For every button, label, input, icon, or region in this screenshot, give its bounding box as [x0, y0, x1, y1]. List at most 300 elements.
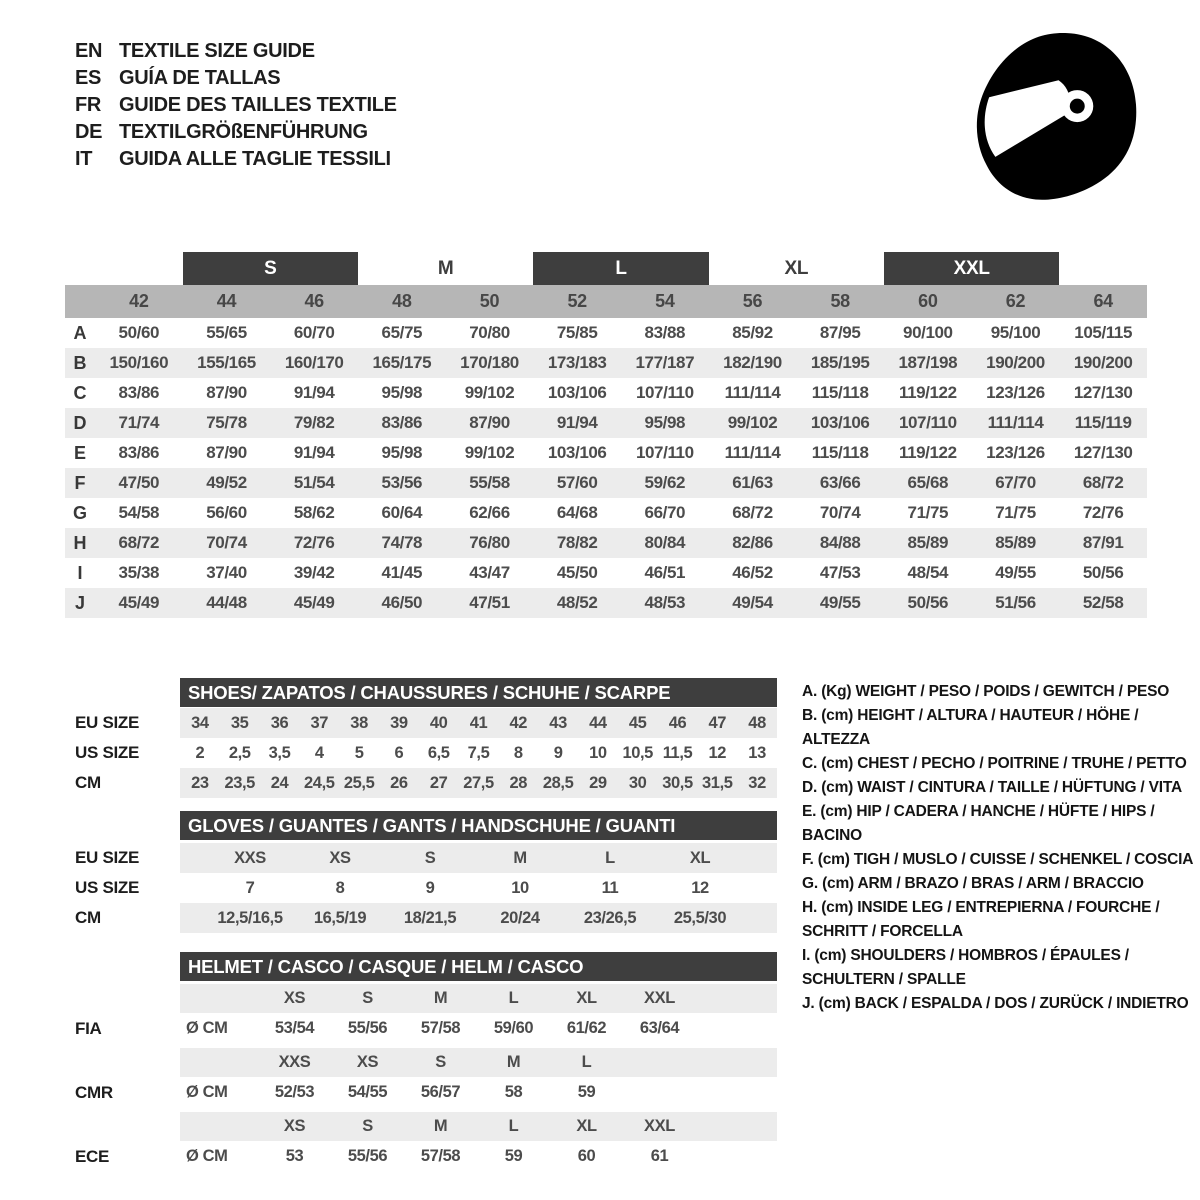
size-row-label: F: [74, 472, 86, 493]
value-cell: 39: [390, 713, 408, 732]
size-row-label: J: [74, 592, 85, 613]
size-row-label: I: [77, 562, 83, 583]
size-cell: 105/115: [1074, 323, 1133, 342]
value-cell: 27,5: [463, 773, 494, 792]
legend-item: F. (cm) TIGH / MUSLO / CUISSE / SCHENKEL / COSCIA: [802, 851, 1194, 868]
value-cell: 41: [469, 713, 488, 732]
size-cell: 71/74: [118, 413, 160, 432]
row-label: EU SIZE: [75, 713, 140, 732]
size-cell: 76/80: [469, 533, 510, 552]
size-cell: 52/58: [1082, 593, 1124, 612]
helmet-value-cell: 61: [650, 1147, 669, 1165]
helmet-size-cell: XL: [576, 1117, 597, 1135]
size-cell: 111/114: [724, 443, 781, 462]
size-cell: 103/106: [810, 413, 870, 432]
row-values: [180, 1013, 777, 1044]
row-values: [180, 873, 777, 903]
size-cell: 99/102: [464, 383, 515, 402]
size-cell: 99/102: [464, 443, 515, 462]
helmet-size-cell: XXL: [644, 989, 675, 1007]
legend-item: C. (cm) CHEST / PECHO / POITRINE / TRUHE / PETTO: [802, 755, 1187, 772]
size-cell: 64/68: [556, 503, 598, 522]
size-row-label: G: [72, 502, 87, 523]
size-cell: 62/66: [469, 503, 510, 522]
helmet-size-cell: XL: [576, 989, 597, 1007]
gloves-table: [65, 811, 780, 933]
size-band-l: L: [533, 252, 708, 285]
size-cell: 71/75: [995, 503, 1036, 522]
size-cell: 91/94: [293, 443, 335, 462]
row-values: [180, 1048, 777, 1077]
helmet-size-cell: M: [433, 1117, 448, 1135]
size-cell: 45/49: [293, 593, 335, 612]
gloves-row: [75, 843, 777, 873]
size-cell: 75/78: [206, 413, 247, 432]
size-cell: 67/70: [995, 473, 1036, 492]
value-cell: 9: [553, 743, 563, 762]
value-cell: 11,5: [662, 743, 693, 762]
shoes-table: [65, 678, 780, 798]
value-cell: L: [605, 848, 615, 867]
value-cell: 28,5: [542, 773, 574, 792]
size-cell: 46/50: [381, 593, 423, 612]
gloves-rows: [65, 843, 780, 933]
size-cell: 87/91: [1082, 533, 1124, 552]
size-cell: 74/78: [381, 533, 423, 552]
size-row: [65, 558, 1147, 588]
value-cell: 23: [191, 773, 209, 792]
row-label: CM: [75, 773, 101, 792]
shoes-row: [75, 738, 777, 768]
language-row: [75, 92, 397, 119]
diameter-label: Ø CM: [186, 1083, 228, 1101]
size-cell: 46/52: [732, 563, 773, 582]
size-cell: 83/86: [118, 443, 160, 462]
size-cell: 68/72: [732, 503, 773, 522]
value-cell: 8: [335, 878, 345, 897]
row-label: US SIZE: [75, 878, 140, 897]
language-code: DE: [75, 121, 103, 143]
value-cell: 12: [691, 878, 709, 897]
size-cell: 57/60: [556, 473, 598, 492]
clothing-size-table: [65, 252, 1147, 618]
value-cell: 28: [509, 773, 528, 792]
value-cell: 43: [549, 713, 567, 732]
language-list: [75, 38, 397, 173]
row-values: [180, 903, 777, 933]
value-cell: 16,5/19: [313, 908, 367, 927]
size-row: [65, 378, 1147, 408]
size-cell: 95/98: [381, 443, 423, 462]
value-cell: 35: [230, 713, 249, 732]
shoes-row: [75, 708, 777, 738]
value-cell: 7,5: [467, 743, 490, 762]
size-row: [65, 438, 1147, 468]
language-row: [75, 146, 397, 173]
legend-item: G. (cm) ARM / BRAZO / BRAS / ARM / BRACCIO: [802, 875, 1144, 892]
size-cell: 127/130: [1073, 383, 1133, 402]
diameter-label: Ø CM: [186, 1019, 228, 1037]
helmet-size-cell: [623, 1048, 696, 1077]
row-values: [180, 1112, 777, 1141]
size-cell: 85/89: [907, 533, 949, 552]
size-cell: 87/90: [206, 383, 247, 402]
helmet-standard-label: ECE: [75, 1146, 110, 1166]
size-cell: 47/51: [469, 593, 510, 612]
helmet-size-cell: M: [433, 989, 448, 1007]
size-cell: 85/92: [732, 323, 773, 342]
size-band-xl: XL: [784, 257, 809, 279]
row-values: [180, 843, 777, 873]
size-cell: 35/38: [118, 563, 160, 582]
value-cell: 10,5: [622, 743, 653, 762]
value-cell: 23,5: [224, 773, 255, 792]
size-cell: 60/70: [293, 323, 335, 342]
size-cell: 84/88: [819, 533, 861, 552]
value-cell: 2,5: [228, 743, 251, 762]
size-cell: 99/102: [727, 413, 778, 432]
helmet-value-cell: 54/55: [347, 1083, 388, 1101]
value-cell: 5: [354, 743, 364, 762]
size-cell: 119/122: [898, 443, 957, 462]
value-cell: 12: [708, 743, 727, 762]
helmet-value-cell: 60: [577, 1147, 596, 1165]
value-cell: 27: [429, 773, 448, 792]
size-band-row: [65, 252, 1147, 285]
value-cell: M: [513, 848, 527, 867]
size-number-row: [65, 285, 1147, 318]
size-cell: 47/50: [118, 473, 160, 492]
value-cell: XS: [329, 848, 351, 867]
size-cell: 83/88: [644, 323, 686, 342]
language-title: TEXTILE SIZE GUIDE: [119, 40, 315, 62]
size-cell: 95/98: [644, 413, 686, 432]
value-cell: 10: [511, 878, 529, 897]
helmet-size-cell: S: [435, 1053, 446, 1071]
size-cell: 45/49: [118, 593, 160, 612]
size-row-label: A: [73, 322, 87, 343]
helmet-size-cell: XS: [283, 1117, 306, 1135]
helmet-value-cell: 56/57: [420, 1083, 461, 1101]
language-title: GUIDE DES TAILLES TEXTILE: [119, 94, 397, 116]
size-cell: 182/190: [723, 353, 782, 372]
row-values: [180, 768, 777, 798]
size-cell: 65/68: [907, 473, 949, 492]
value-cell: 44: [589, 713, 607, 732]
size-cell: 78/82: [556, 533, 598, 552]
size-row: [65, 468, 1147, 498]
size-cell: 43/47: [469, 563, 510, 582]
value-cell: 23/26,5: [583, 908, 637, 927]
size-cell: 60/64: [381, 503, 423, 522]
helmet-value-cell: 53/54: [274, 1019, 315, 1037]
size-cell: 68/72: [118, 533, 160, 552]
size-cell: 49/55: [819, 593, 861, 612]
size-cell: 91/94: [556, 413, 598, 432]
size-cell: 111/114: [724, 383, 781, 402]
size-cell: 61/63: [732, 473, 773, 492]
language-row: [75, 38, 397, 65]
size-cell: 155/165: [197, 353, 256, 372]
racing-helmet-icon: [966, 26, 1144, 204]
helmet-value-row: [75, 1141, 777, 1172]
size-cell: 123/126: [986, 383, 1045, 402]
size-row: [65, 348, 1147, 378]
helmet-size-row: [180, 1112, 777, 1141]
language-code: ES: [75, 67, 102, 89]
size-table-body: [65, 318, 1147, 618]
size-cell: 48/52: [556, 593, 598, 612]
row-values: [180, 1141, 777, 1172]
size-cell: 50/56: [1082, 563, 1124, 582]
size-cell: 41/45: [381, 563, 423, 582]
row-values: [180, 738, 777, 768]
value-cell: 9: [425, 878, 435, 897]
value-cell: 25,5: [343, 773, 375, 792]
helmet-standard-label: CMR: [75, 1082, 113, 1102]
helmet-size-cell: L: [508, 989, 519, 1007]
helmet-size-cell: XS: [356, 1053, 379, 1071]
row-label: US SIZE: [75, 743, 140, 762]
size-cell: 50/60: [118, 323, 160, 342]
size-row-label: B: [73, 352, 87, 373]
language-code: IT: [75, 148, 93, 170]
size-column-header: 54: [655, 291, 675, 311]
size-cell: 79/82: [293, 413, 335, 432]
value-cell: 24,5: [304, 773, 335, 792]
language-code: EN: [75, 40, 103, 62]
size-cell: 44/48: [206, 593, 247, 612]
value-cell: S: [424, 848, 436, 867]
size-row-label: D: [73, 412, 87, 433]
size-cell: 70/74: [206, 533, 247, 552]
size-cell: 85/89: [995, 533, 1036, 552]
size-band-s: S: [183, 252, 358, 285]
size-cell: 72/76: [1082, 503, 1124, 522]
gloves-row: [75, 873, 777, 903]
size-cell: 55/58: [469, 473, 510, 492]
value-cell: 20/24: [500, 908, 540, 927]
size-column-header: 62: [1005, 291, 1026, 311]
helmet-value-row: [75, 1077, 777, 1108]
size-corner-cell: [65, 285, 95, 318]
size-column-header: 52: [567, 291, 587, 311]
size-row: [65, 408, 1147, 438]
diameter-spacer: [180, 1112, 258, 1141]
helmet-value-cell: 61/62: [566, 1019, 607, 1037]
value-cell: 2: [195, 743, 205, 762]
size-cell: 51/54: [293, 473, 335, 492]
gloves-row: [75, 903, 777, 933]
size-cell: 103/106: [547, 443, 607, 462]
size-cell: 190/200: [1073, 353, 1133, 372]
legend-item: H. (cm) INSIDE LEG / ENTREPIERNA / FOURCHE / SCHRITT / FORCELLA: [802, 899, 1160, 940]
size-column-header: 44: [216, 291, 237, 311]
size-row: [65, 528, 1147, 558]
size-cell: 63/66: [819, 473, 861, 492]
shoes-table-title: SHOES/ ZAPATOS / CHAUSSURES / SCHUHE / SCARPE: [180, 678, 777, 707]
helmet-value-cell: 52/53: [274, 1083, 315, 1101]
size-cell: 59/62: [644, 473, 686, 492]
legend-item: B. (cm) HEIGHT / ALTURA / HAUTEUR / HÖHE / ALTEZZA: [802, 707, 1139, 748]
size-cell: 70/74: [819, 503, 861, 522]
legend-item: D. (cm) WAIST / CINTURA / TAILLE / HÜFTUNG / VITA: [802, 779, 1182, 796]
size-cell: 75/85: [556, 323, 598, 342]
size-column-header: 50: [479, 291, 500, 311]
size-cell: 80/84: [644, 533, 686, 552]
gloves-table-title: GLOVES / GUANTES / GANTS / HANDSCHUHE / GUANTI: [180, 811, 777, 840]
language-row: [75, 119, 397, 146]
helmet-size-cell: S: [362, 989, 373, 1007]
size-cell: 49/52: [206, 473, 247, 492]
size-cell: 82/86: [732, 533, 773, 552]
legend-item: E. (cm) HIP / CADERA / HANCHE / HÜFTE / HIPS / BACINO: [802, 803, 1155, 844]
value-cell: 6: [394, 743, 404, 762]
size-cell: 71/75: [907, 503, 949, 522]
row-values: [180, 984, 777, 1013]
value-cell: 34: [191, 713, 209, 732]
value-cell: 18/21,5: [403, 908, 457, 927]
size-column-header: 60: [918, 291, 938, 311]
value-cell: 40: [429, 713, 448, 732]
value-cell: 47: [708, 713, 727, 732]
value-cell: 13: [748, 743, 766, 762]
size-cell: 170/180: [460, 353, 519, 372]
size-cell: 95/98: [381, 383, 423, 402]
size-row: [65, 498, 1147, 528]
size-cell: 90/100: [903, 323, 953, 342]
value-cell: 4: [314, 743, 324, 762]
size-cell: 49/54: [732, 593, 773, 612]
row-label: EU SIZE: [75, 848, 140, 867]
size-cell: 115/118: [811, 383, 869, 402]
language-title: TEXTILGRÖßENFÜHRUNG: [119, 121, 368, 143]
size-cell: 46/51: [644, 563, 686, 582]
size-cell: 160/170: [284, 353, 344, 372]
helmet-size-cell: S: [362, 1117, 373, 1135]
diameter-spacer: [180, 1048, 258, 1077]
value-cell: XXS: [234, 848, 266, 867]
size-column-header: 58: [830, 291, 850, 311]
size-cell: 115/118: [811, 443, 869, 462]
helmet-size-cell: L: [581, 1053, 592, 1071]
size-cell: 37/40: [206, 563, 247, 582]
helmet-value-cell: 63/64: [639, 1019, 680, 1037]
legend-list: [802, 680, 1194, 1016]
helmet-value-cell: 53: [285, 1147, 304, 1165]
row-label: CM: [75, 908, 101, 927]
helmet-size-cell: XS: [283, 989, 306, 1007]
size-cell: 87/95: [819, 323, 861, 342]
shoes-rows: [65, 708, 780, 798]
size-cell: 70/80: [469, 323, 510, 342]
value-cell: 46: [668, 713, 687, 732]
size-cell: 107/110: [635, 443, 694, 462]
size-cell: 87/90: [469, 413, 510, 432]
size-cell: 54/58: [118, 503, 160, 522]
value-cell: 30,5: [662, 773, 693, 792]
value-cell: 25,5/30: [673, 908, 727, 927]
row-values: [180, 708, 777, 738]
size-cell: 173/183: [547, 353, 607, 372]
size-cell: 187/198: [898, 353, 958, 372]
size-cell: 115/119: [1074, 413, 1132, 432]
size-cell: 95/100: [990, 323, 1041, 342]
value-cell: 42: [509, 713, 528, 732]
size-column-header: 56: [742, 291, 763, 311]
diameter-label: Ø CM: [186, 1147, 228, 1165]
language-code: FR: [75, 94, 102, 116]
value-cell: XL: [689, 848, 711, 867]
value-cell: 7: [245, 878, 255, 897]
size-cell: 177/187: [635, 353, 695, 372]
helmet-value-cell: 58: [504, 1083, 523, 1101]
value-cell: 45: [628, 713, 647, 732]
diameter-spacer: [180, 984, 258, 1013]
helmet-value-cell: 55/56: [347, 1147, 388, 1165]
size-row-label: C: [73, 382, 87, 403]
size-cell: 68/72: [1082, 473, 1124, 492]
legend-item: J. (cm) BACK / ESPALDA / DOS / ZURÜCK / INDIETRO: [802, 995, 1189, 1012]
helmet-value-cell: 57/58: [420, 1147, 461, 1165]
row-values: [180, 1077, 777, 1108]
value-cell: 8: [513, 743, 523, 762]
legend-item: A. (Kg) WEIGHT / PESO / POIDS / GEWITCH / PESO: [802, 683, 1170, 700]
helmet-size-cell: XXS: [278, 1053, 311, 1071]
size-cell: 48/53: [644, 593, 686, 612]
value-cell: 10: [589, 743, 607, 762]
size-cell: 123/126: [986, 443, 1045, 462]
helmet-standard-rows: [65, 984, 780, 1172]
size-cell: 53/56: [381, 473, 423, 492]
size-cell: 65/75: [381, 323, 423, 342]
helmet-table-title: HELMET / CASCO / CASQUE / HELM / CASCO: [180, 952, 777, 981]
size-cell: 47/53: [819, 563, 861, 582]
size-cell: 45/50: [556, 563, 598, 582]
size-column-header: 48: [392, 291, 412, 311]
helmet-value-cell: 59/60: [493, 1019, 534, 1037]
size-column-header: 64: [1093, 291, 1113, 311]
value-cell: 3,5: [268, 743, 291, 762]
size-cell: 51/56: [995, 593, 1036, 612]
size-row-label: E: [73, 442, 86, 463]
value-cell: 37: [310, 713, 329, 732]
helmet-value-row: [75, 1013, 777, 1044]
size-cell: 83/86: [381, 413, 423, 432]
language-title: GUÍA DE TALLAS: [119, 67, 281, 89]
racing-helmet-icon-svg: [966, 26, 1144, 204]
value-cell: 31,5: [702, 773, 733, 792]
helmet-value-cell: 59: [504, 1147, 523, 1165]
size-cell: 91/94: [293, 383, 335, 402]
helmet-value-cell: 55/56: [347, 1019, 388, 1037]
value-cell: 12,5/16,5: [217, 908, 283, 927]
value-cell: 29: [589, 773, 607, 792]
helmet-size-cell: M: [506, 1053, 521, 1071]
size-cell: 150/160: [109, 353, 169, 372]
helmet-size-cell: XXL: [644, 1117, 675, 1135]
value-cell: 48: [748, 713, 766, 732]
value-cell: 38: [350, 713, 368, 732]
size-cell: 103/106: [547, 383, 607, 402]
size-cell: 58/62: [293, 503, 335, 522]
value-cell: 26: [390, 773, 408, 792]
size-cell: 55/65: [206, 323, 247, 342]
size-cell: 185/195: [810, 353, 870, 372]
size-cell: 111/114: [987, 413, 1044, 432]
size-cell: 165/175: [372, 353, 432, 372]
size-cell: 72/76: [293, 533, 335, 552]
